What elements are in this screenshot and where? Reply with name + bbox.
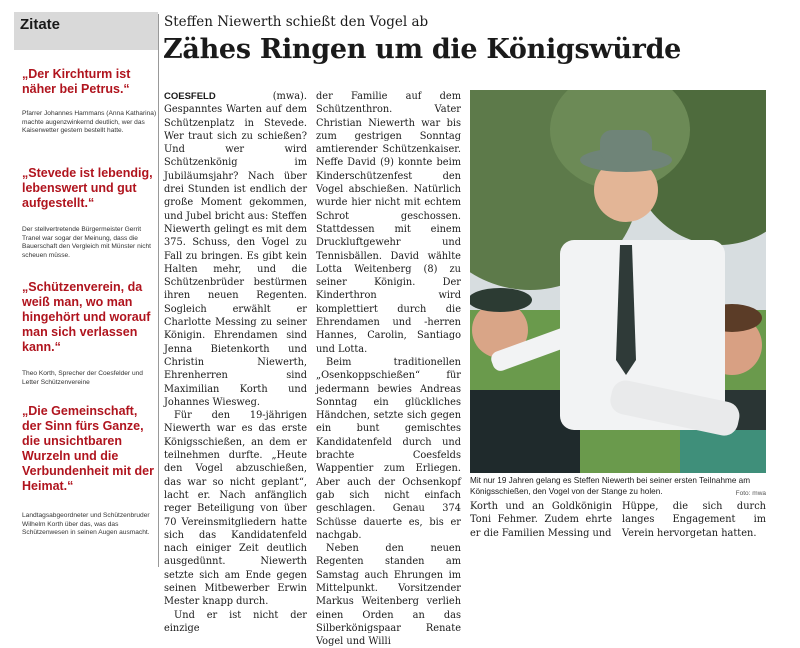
article-topline: Steffen Niewerth schießt den Vogel ab (164, 14, 429, 30)
photo-credit: Foto: mwa (735, 490, 766, 497)
quote-1: „Der Kirchturm ist näher bei Petrus.“ (22, 67, 131, 96)
caption-text: Mit nur 19 Jahren gelang es Steffen Niewerth bei seiner ersten Teilnahme am Königsschießen, den Vogel von der Stange zu holen. (470, 476, 751, 496)
article-photo (470, 90, 766, 473)
photo-illustration (470, 90, 766, 473)
paragraph: der Familie auf dem Schützenthron. Vater Christian Niewerth war bis zum gestrigen Sonntag amtierender Schützenkaiser. Neffe David (9) konnte beim Kinderschützenfest den Vogel abschießen. Natürlich wurde hier nicht mit echtem Schrot geschossen. Stattdessen mit einem Druckluftgewehr und Tennisbällen. David wählte Lotta Weitenberg (8) zu seiner Königin. Der Kinderthron wird komplettiert durch die Ehrendamen und -herren Hannes, Carolin, Santiago und Lotta. (316, 91, 461, 355)
article-column-3 (470, 500, 612, 540)
quotes-sidebar (14, 12, 158, 567)
quote-2-attribution: Der stellvertretende Bürgermeister Gerrit Tranel war sogar der Meinung, dass die Bauerschaft den Vergleich mit Münster nicht scheuen müsse. (22, 226, 152, 259)
paragraph: Und er ist nicht der einzige (164, 609, 307, 634)
article-column-4 (622, 500, 766, 540)
sidebar-title: Zitate (14, 12, 158, 50)
article-column-2 (316, 90, 461, 648)
quote-4: „Die Gemeinschaft, der Sinn fürs Ganze, die unsichtbaren Wurzeln und die Verbundenheit mit der Heimat.“ (22, 404, 154, 493)
quote-3: „Schützenverein, da weiß man, wo man hingehört und worauf man sich verlassen kann.“ (22, 280, 151, 354)
paragraph: Korth und an Goldkönigin Toni Fehmer. Zudem ehrte er die Familien Messing und (470, 501, 612, 539)
column-divider (158, 14, 159, 567)
article-column-1 (164, 90, 307, 635)
quote-3-attribution: Theo Korth, Sprecher der Coesfelder und Letter Schützenvereine (22, 370, 143, 386)
quote-2: „Stevede ist lebendig, lebenswert und gut aufgestellt.“ (22, 166, 153, 210)
quote-4-attribution: Landtagsabgeordneter und Schützenbruder Wilhelm Korth über das, was das Schützenwesen in seinen Augen ausmacht. (22, 512, 150, 537)
paragraph: (mwa). Gespanntes Warten auf dem Schützenplatz in Stevede. Wer traut sich zu schießen? Und wer wird Schützenkönig im Jubiläumsjahr? Nach über drei Stunden ist endlich der große Moment gekommen, und Jubel bricht aus: Steffen Niewerth gelingt es mit dem 375. Schuss, den Vogel zu Fall zu bringen. Es gibt kein Halten mehr, und die Schützenbrüder bestürmen ihren neuen Regenten. Sogleich erwählt er Charlotte Messing zu seiner Königin. Ehrendamen sind Jenna Bietenkorth und Christin Niewerth, Ehrenherren sind Maximilian Korth und Johannes Wiesweg. (164, 91, 307, 408)
paragraph: Beim traditionellen „Osenkoppschießen“ für jedermann bewies Andreas Sonntag ein glückliches Händchen, setzte sich gegen ein bunt gemischtes Kandidatenfeld durch und brachte Coesfelds Wappentier zum Erliegen. Aber auch der Ochsenkopf gab sich nicht einfach geschlagen. Genau 374 Schüsse dauerte es, bis er nachgab. (316, 356, 461, 541)
article-headline: Zähes Ringen um die Königswürde (163, 34, 682, 65)
paragraph: Neben den neuen Regenten standen am Samstag auch Ehrungen im Mittelpunkt. Vorsitzender Markus Weitenberg verlieh einen Orden an das Silberkönigspaar Renate Vogel und Willi (316, 543, 461, 648)
paragraph: Für den 19-jährigen Niewerth war es das erste Königsschießen, an dem er teilnehmen durfte. „Heute den Vogel abzuschießen, das war so nicht geplant“, lacht er. Nach anfänglich reger Beteiligung von über 70 Vereinsmitgliedern hatte sich das Kandidatenfeld nach einiger Zeit deutlich ausgedünnt. Niewerth setzte sich am Ende gegen seinen Mitbewerber Erwin Mester knapp durch. (164, 410, 307, 608)
quote-1-attribution: Pfarrer Johannes Hammans (Anna Katharina) machte augenzwinkernd deutlich, wer das Kaiserwetter gestern bestellt hatte. (22, 110, 157, 135)
paragraph: Hüppe, die sich durch langes Engagement im Verein hervorgetan hatten. (622, 501, 766, 539)
dateline: COESFELD (164, 91, 216, 102)
photo-caption (470, 475, 766, 499)
